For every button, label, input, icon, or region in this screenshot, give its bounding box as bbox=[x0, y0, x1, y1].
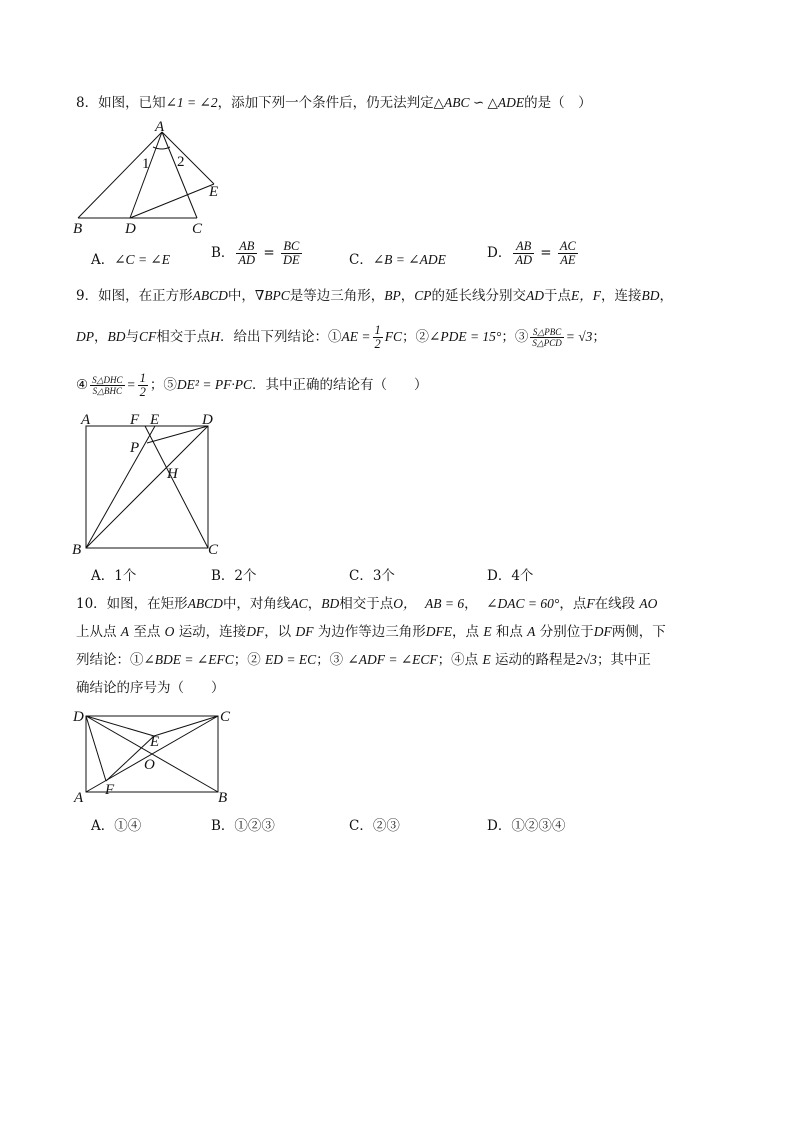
q9-label-E: E bbox=[150, 412, 160, 428]
q9-label-D: D bbox=[202, 412, 213, 428]
q9-option-b[interactable]: B．2个 bbox=[211, 568, 257, 584]
q9-label-F: F bbox=[130, 412, 140, 428]
q8-label-A: A bbox=[155, 119, 165, 135]
q10-option-b[interactable]: B．①②③ bbox=[211, 818, 275, 834]
q8-seg-DE bbox=[130, 184, 214, 218]
q9-option-a[interactable]: A．1个 bbox=[91, 568, 137, 584]
q8-seg-AC bbox=[162, 132, 197, 218]
q9-stem-line3: ④ $\frac{\text{S△DHC}}{\text{S△BHC}}$ = $\frac{1}{2}$ ；⑤DE² = PF·PC．其中正确的结论有（ ） bbox=[76, 371, 428, 399]
q10-stem-line3: 列结论：①∠BDE = ∠EFC；② ED = EC；③ ∠ADF = ∠ECF；④点 E 运动的路程是2√3；其中正 bbox=[76, 652, 651, 668]
q9-label-A: A bbox=[81, 412, 91, 428]
q10-label-O: O bbox=[144, 757, 155, 773]
q9-label-C: C bbox=[208, 542, 219, 558]
q8-stem: 8．如图，已知∠1 = ∠2，添加下列一个条件后，仍无法判定△ABC ∽ △ADE的是（ ） bbox=[76, 95, 592, 111]
q10-option-d[interactable]: D．①②③④ bbox=[487, 818, 566, 834]
q8-figure bbox=[66, 118, 236, 238]
q8-label-1: 1 bbox=[142, 156, 150, 172]
q8-label-E: E bbox=[209, 184, 219, 200]
q9-option-d[interactable]: D．4个 bbox=[487, 568, 534, 584]
q9-seg-BE bbox=[86, 426, 155, 548]
q10-stem-line4: 确结论的序号为（ ） bbox=[76, 680, 225, 696]
q9-label-H: H bbox=[167, 466, 178, 482]
q8-label-2: 2 bbox=[177, 154, 185, 170]
q10-label-E: E bbox=[150, 734, 160, 750]
q8-option-a[interactable]: A．∠C = ∠E bbox=[91, 252, 170, 268]
q9-option-c[interactable]: C．3个 bbox=[349, 568, 395, 584]
q10-seg-DE bbox=[86, 716, 154, 736]
q9-seg-BD bbox=[86, 426, 208, 548]
q9-label-B: B bbox=[72, 542, 82, 558]
q10-label-C: C bbox=[220, 709, 231, 725]
q8-label-D: D bbox=[125, 221, 136, 237]
q8-seg-AB bbox=[78, 132, 162, 218]
q10-label-F: F bbox=[105, 782, 115, 798]
q10-option-a[interactable]: A．①④ bbox=[91, 818, 142, 834]
q8-seg-AE bbox=[162, 132, 214, 184]
q10-label-A: A bbox=[74, 790, 84, 806]
q10-seg-EC bbox=[154, 716, 218, 736]
q8-option-d[interactable]: D． $\frac{AB}{AD}$ = $\frac{AC}{AE}$ bbox=[487, 239, 576, 267]
q8-label-B: B bbox=[73, 221, 83, 237]
q9-stem-line2: DP，BD与CF相交于点H．给出下列结论：①AE = $\frac{1}{2}$ FC；②∠PDE = 15°；③ $\frac{\text{S△PBC}}{\text{S△PCD}}$ = √3； bbox=[76, 323, 606, 351]
q8-option-b[interactable]: B． $\frac{AB}{AD}$ = $\frac{BC}{DE}$ bbox=[211, 239, 300, 267]
q8-label-C: C bbox=[192, 221, 203, 237]
q10-label-B: B bbox=[218, 790, 228, 806]
q9-label-P: P bbox=[130, 440, 140, 456]
q9-figure bbox=[70, 408, 230, 558]
q10-label-D: D bbox=[73, 709, 84, 725]
q10-stem-line2: 上从点 A 至点 O 运动，连接DF，以 DF 为边作等边三角形DFE，点 E 和点 A 分别位于DF两侧，下 bbox=[76, 624, 666, 640]
q9-seg-CF bbox=[145, 426, 208, 548]
q8-option-c[interactable]: C．∠B = ∠ADE bbox=[349, 252, 446, 268]
q10-figure bbox=[70, 704, 245, 808]
q8-seg-AD bbox=[130, 132, 162, 218]
q10-option-c[interactable]: C．②③ bbox=[349, 818, 400, 834]
q9-stem-line1: 9．如图，在正方形ABCD中，∇BPC是等边三角形，BP，CP的延长线分别交AD于点E，F，连接BD， bbox=[76, 288, 674, 304]
q10-stem-line1: 10．如图，在矩形ABCD中，对角线AC，BD相交于点O， AB = 6， ∠DAC = 60°，点F在线段 AO bbox=[76, 596, 658, 612]
